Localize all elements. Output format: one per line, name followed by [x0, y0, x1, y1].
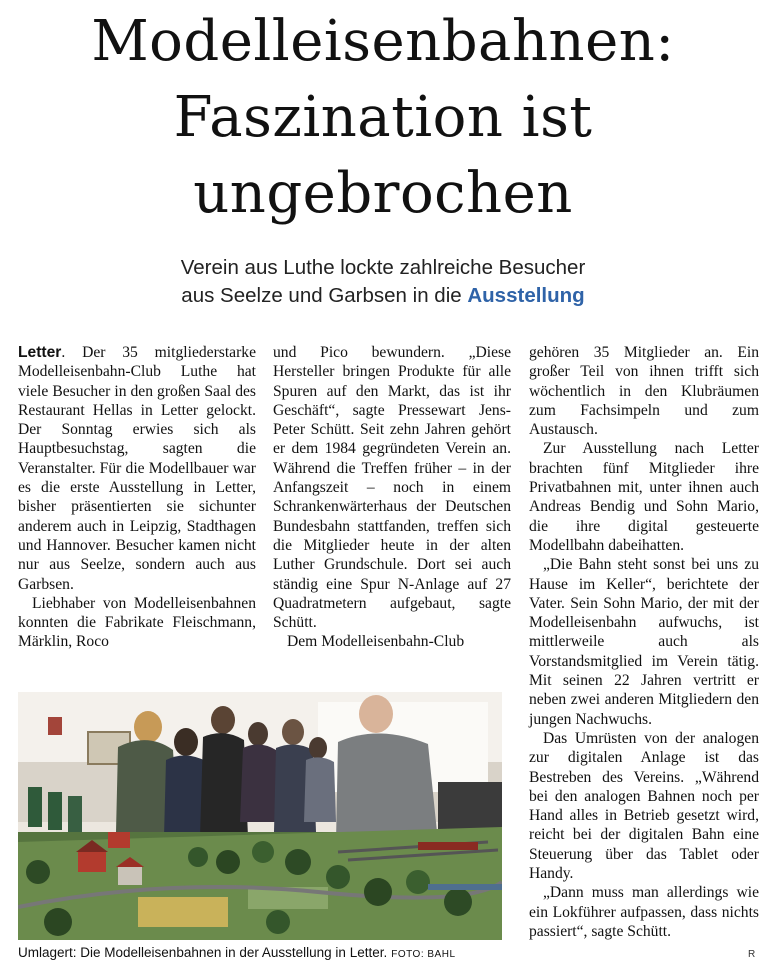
subheadline [0, 254, 766, 310]
article-paragraph: Dem Modelleisenbahn-Club [287, 633, 465, 651]
caption-text: Umlagert: Die Modelleisenbahnen in der Ausstellung in Letter. [18, 945, 388, 960]
headline [0, 4, 766, 232]
corner-mark: R [748, 949, 756, 960]
headline-line-3: ungebrochen [193, 161, 573, 226]
article-paragraph: „Die Bahn steht sonst bei uns zu Hause im Keller“, berichtete der Vater. Sein Sohn Mario, der mit der Modelleisenbahn aufwuchs, ist mittlerweile auch als Vorstandsmitglied im Verein tätig. Mit seinen 22 Jahren vertritt er neben zwei anderen Mitgliedern den jungen Nachwuchs. [529, 556, 759, 728]
paragraph-text: Der 35 mitgliederstarke Modelleisenbahn-Club Luthe hat viele Besucher in den großen Saal des Restaurant Hellas in Letter gelockt. Der Sonntag erwies sich als Hauptbesuchstag, sagten die Veranstalter. Für die Modellbauer war es die erste Ausstellung in Letter, bisher präsentierten sie sichunter anderem auch in Leipzig, Stadthagen und Hannover. Besucher kamen nicht nur aus Seelze, sondern auch aus Garbsen. [18, 344, 257, 593]
subheadline-line-1: Verein aus Luthe lockte zahlreiche Besucher [180, 256, 586, 279]
article-column-3 [529, 343, 759, 941]
photo-credit: FOTO: BAHL [391, 949, 456, 960]
article-photo [18, 692, 502, 940]
photo-caption [18, 945, 508, 960]
article-paragraph: Liebhaber von Modelleisenbahnen konnten die Fabrikate Fleischmann, Märklin, Roco [18, 594, 256, 651]
subheadline-line-2-text: aus Seelze und Garbsen in die [181, 284, 468, 307]
article-column-1 [18, 343, 256, 652]
article-paragraph: Zur Ausstellung nach Letter brachten fünf Mitglieder ihre Privatbahnen mit, unter ihnen auch Andreas Bendig und Sohn Mario, die ihre digital gesteuerte Modellbahn dabeihatten. [529, 440, 759, 554]
subheadline-line-2 [0, 282, 766, 310]
subheadline-highlight: Ausstellung [467, 284, 585, 307]
article-paragraph: Das Umrüsten von der analogen zur digitalen Anlage ist das Bestreben des Vereins. „Während bei den analogen Bahnen noch per Hand alles in Betrieb gesetzt wird, reicht bei der digitalen Bahn eine Steuerung über das Tablet oder Handy. [529, 729, 759, 883]
headline-line-2: Faszination ist [173, 85, 593, 150]
headline-line-1: Modelleisenbahnen: [91, 9, 675, 74]
article-paragraph: Letter. Der 35 mitgliederstarke Modelleisenbahn-Club Luthe hat viele Besucher in den großen Saal des Restaurant Hellas in Letter gelockt. Der Sonntag erwies sich als Hauptbesuchstag, sagten die Veranstalter. Für die Modellbauer war es die erste Ausstellung in Letter, bisher präsentierten sie sichunter anderem auch in Leipzig, Stadthagen und Hannover. Besucher kamen nicht nur aus Seelze, sondern auch aus Garbsen. [18, 344, 257, 593]
model-railway-photo [18, 692, 502, 940]
article-paragraph: gehören 35 Mitglieder an. Ein großer Teil von ihnen trifft sich wöchentlich in den Klubräumen zum Fachsimpeln und zum Austausch. [529, 344, 759, 439]
article-paragraph: und Pico bewundern. „Diese Hersteller bringen Produkte für alle Spuren auf den Markt, das ist ihr Geschäft“, sagte Pressewart Jens-Peter Schütt. Seit zehn Jahren gehört er dem 1984 gegründeten Verein an. Während die Treffen früher – in der Anfangszeit – noch in einem Schrankenwärterhaus der Deutschen Bundesbahn stattfanden, treffen sich die Mitglieder heute in der alten Luther Grundschule. Dort sei auch ständig eine Spur N-Anlage auf 27 Quadratmetern aufgebaut, sagte Schütt. [273, 344, 511, 632]
dateline: Letter [18, 344, 62, 361]
article-paragraph: „Dann muss man allerdings wie ein Lokführer aufpassen, dass nichts passiert“, sagte Schütt. [529, 884, 759, 940]
article-column-2 [273, 343, 511, 652]
